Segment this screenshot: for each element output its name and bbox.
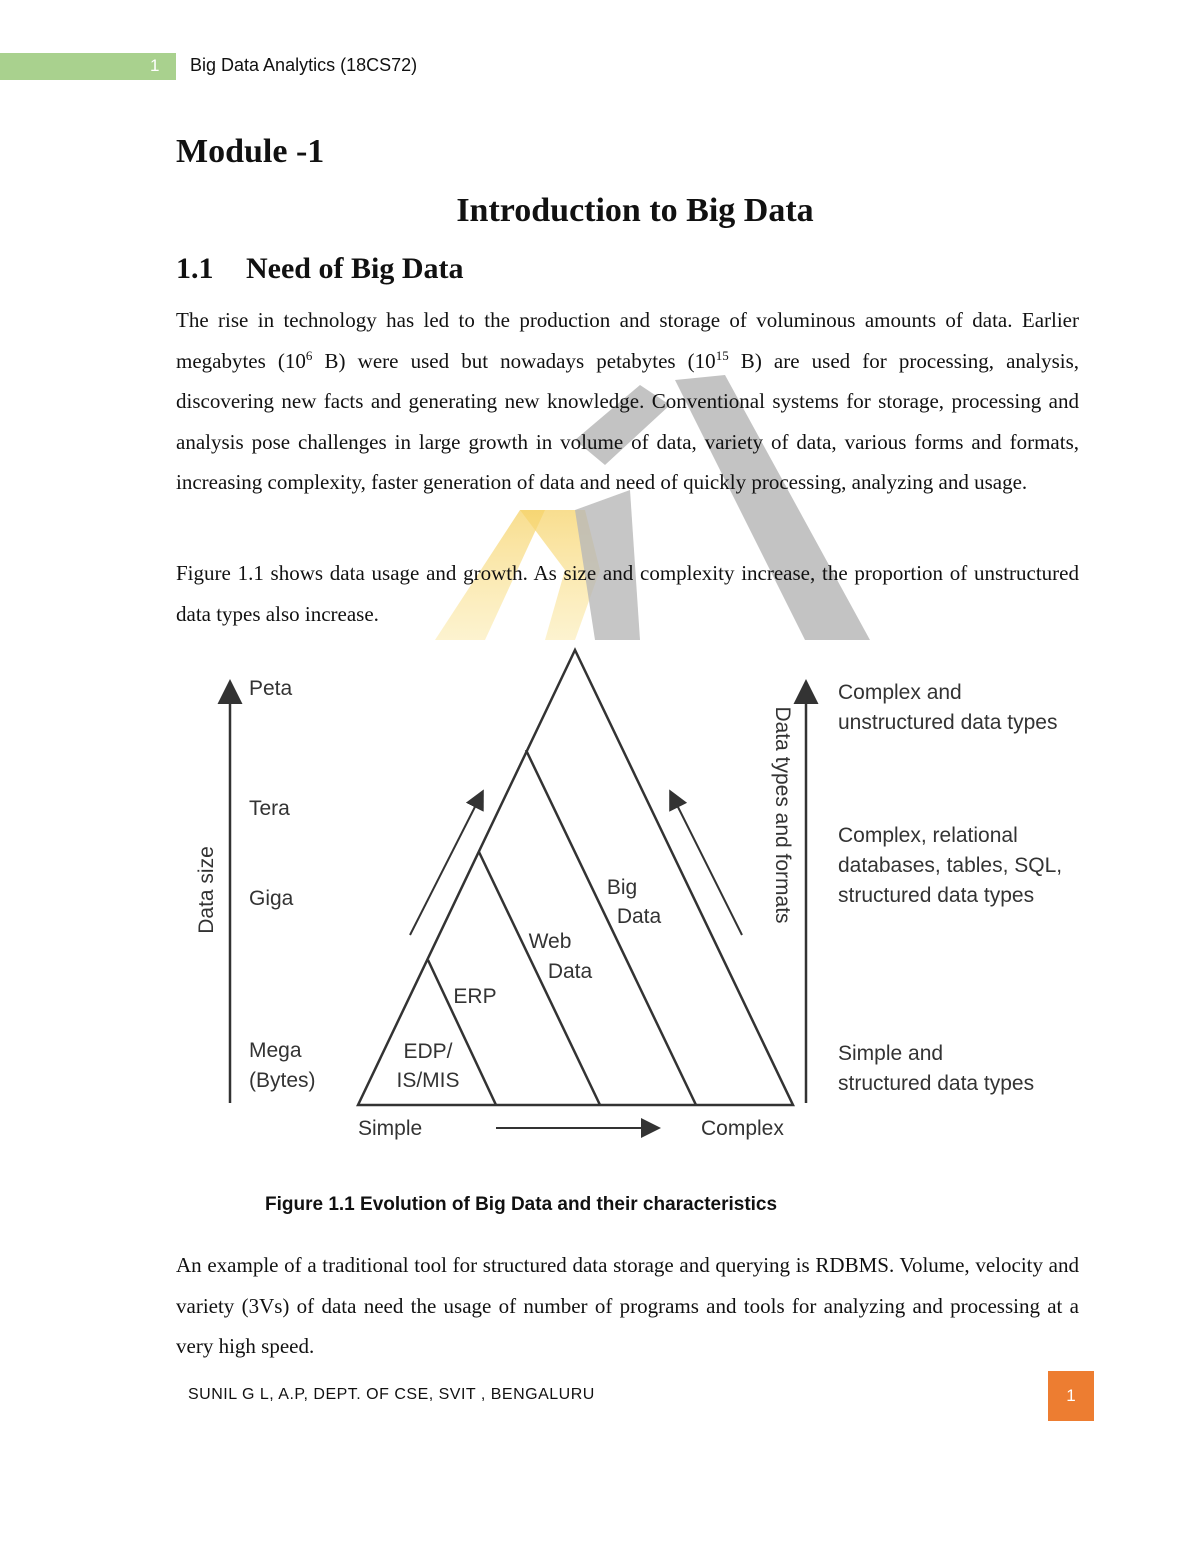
footer-author: SUNIL G L, A.P, DEPT. OF CSE, SVIT , BENGALURU — [188, 1386, 595, 1403]
p1-superscript-2: 15 — [715, 347, 729, 363]
chapter-title: Introduction to Big Data — [456, 192, 814, 229]
p1-text-2: B) were used but nowadays petabytes (10 — [312, 348, 716, 373]
outer-triangle — [358, 650, 793, 1105]
bottom-label-complex: Complex — [701, 1117, 784, 1140]
paragraph-need-of-big-data — [176, 300, 1079, 503]
section-heading — [176, 252, 463, 286]
desc-mid-line2: databases, tables, SQL, — [838, 854, 1063, 877]
region-web-line1: Web — [528, 930, 572, 953]
data-types-axis-label: Data types and formats — [771, 706, 794, 924]
header-title: Big Data Analytics (18CS72) — [190, 55, 418, 75]
level-tera: Tera — [249, 797, 290, 820]
level-mega: Mega — [249, 1039, 302, 1062]
level-bytes: (Bytes) — [249, 1069, 316, 1092]
section-title: Need of Big Data — [246, 252, 464, 285]
header-page-number: 1 — [150, 56, 160, 75]
desc-bot-line1: Simple and — [838, 1042, 944, 1065]
region-big-line2: Data — [616, 905, 662, 928]
region-edp-line1: EDP/ — [403, 1040, 453, 1063]
desc-top-line1: Complex and — [838, 681, 962, 704]
footer-page-number: 1 — [1048, 1371, 1094, 1421]
paragraph-figure-intro: Figure 1.1 shows data usage and growth. As size and complexity increase, the proportion of unstructured data types also increase. — [176, 561, 1079, 626]
big-data-evolution-diagram — [176, 640, 1086, 1160]
paragraph-rdbms: An example of a traditional tool for structured data storage and querying is RDBMS. Volume, velocity and variety (3Vs) of data need the usage of number of programs and tools for analyzing and processing at a very high speed. — [176, 1253, 1079, 1359]
level-giga: Giga — [249, 887, 294, 910]
level-peta: Peta — [249, 677, 293, 700]
region-big-line1: Big — [606, 876, 638, 899]
module-label: Module -1 — [176, 133, 325, 170]
p1-text-1: The rise in technology has led to the production and storage of voluminous amounts of data. Earlier megabytes (10 — [176, 308, 1079, 373]
desc-mid-line3: structured data types — [838, 884, 1035, 907]
growth-arrow-left — [410, 793, 482, 935]
desc-top-line2: unstructured data types — [838, 711, 1058, 734]
figure-caption: Figure 1.1 Evolution of Big Data and their characteristics — [265, 1194, 778, 1215]
desc-bot-line2: structured data types — [838, 1072, 1035, 1095]
region-erp: ERP — [453, 985, 497, 1008]
desc-mid-line1: Complex, relational — [838, 824, 1018, 847]
data-size-axis-label: Data size — [195, 846, 218, 934]
p1-text-3: B) are used for processing, analysis, discovering new facts and generating new knowledge. Conventional systems for storage, processing and analysis pose challenges in large growth in volume of data, variety of data, various forms and formats, increasing complexity, faster generation of data and need of quickly processing, analyzing and usage. — [176, 348, 1080, 495]
bottom-label-simple: Simple — [358, 1117, 423, 1140]
region-edp-line2: IS/MIS — [396, 1069, 460, 1092]
divider-web-bigdata — [526, 750, 696, 1105]
region-web-line2: Data — [547, 960, 593, 983]
growth-arrow-right — [671, 793, 742, 935]
p1-superscript-1: 6 — [305, 347, 313, 363]
section-number: 1.1 — [176, 252, 214, 285]
